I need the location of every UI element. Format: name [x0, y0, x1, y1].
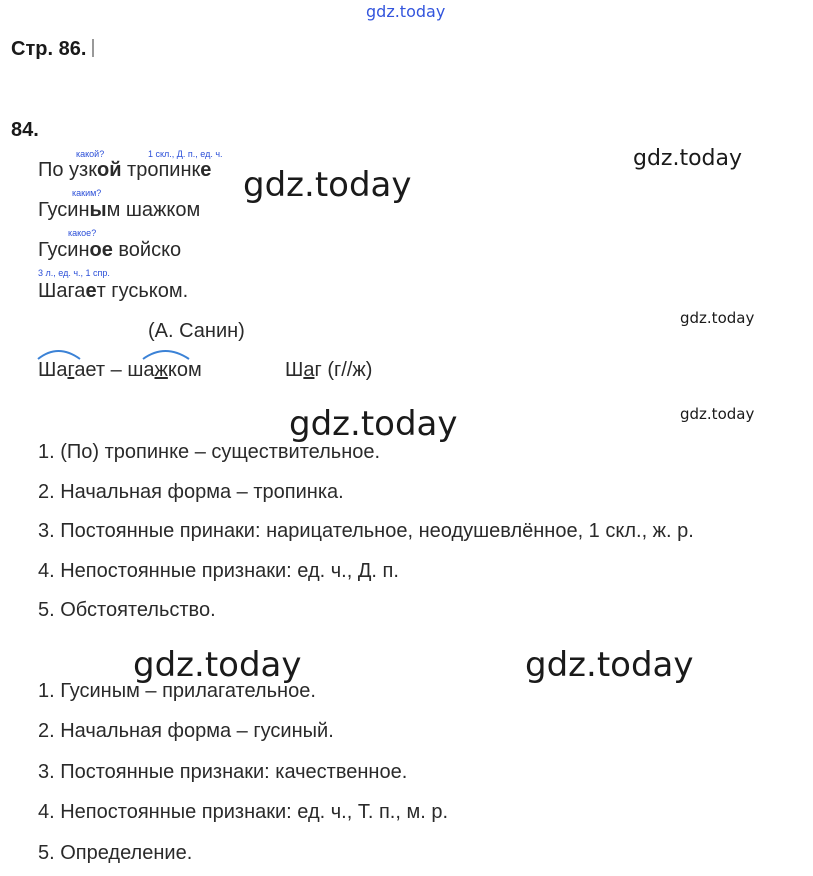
analysis1-item: 2. Начальная форма – тропинка.	[38, 481, 344, 503]
watermark: gdz.today	[633, 146, 743, 171]
question-note: какое?	[68, 228, 97, 238]
root-alternation: Шаг (г//ж)	[285, 359, 373, 381]
watermark: gdz.today	[133, 645, 302, 685]
analysis1-item: 3. Постоянные принаки: нарицательное, неодушевлённое, 1 скл., ж. р.	[38, 520, 694, 542]
analysis2-item: 3. Постоянные признаки: качественное.	[38, 761, 408, 783]
analysis2-item: 4. Непостоянные признаки: ед. ч., Т. п., м. р.	[38, 801, 448, 823]
analysis1-item: 4. Непостоянные признаки: ед. ч., Д. п.	[38, 560, 399, 582]
analysis1-item: 1. (По) тропинке – существительное.	[38, 441, 381, 463]
watermark-top: gdz.today	[366, 2, 446, 21]
poem-line-3: Гусиное войско	[38, 239, 182, 261]
watermark: gdz.today	[243, 165, 412, 205]
watermark: gdz.today	[680, 405, 755, 423]
case-note: 1 скл., Д. п., ед. ч.	[148, 149, 223, 159]
watermark: gdz.today	[680, 309, 755, 327]
word-formation-line: Шагает – шажком	[38, 359, 202, 381]
poem-line-4: Шагает гуськом.	[38, 280, 189, 302]
watermark: gdz.today	[289, 404, 458, 444]
analysis2-item: 5. Определение.	[38, 842, 193, 864]
text-cursor	[92, 39, 94, 57]
poem-line-2: Гусиным шажком	[38, 199, 201, 221]
analysis2-item: 2. Начальная форма – гусиный.	[38, 720, 334, 742]
analysis2-item: 1. Гусиным – прилагательное.	[38, 680, 316, 702]
poem-line-1: По узкой тропинке	[38, 159, 212, 181]
exercise-number: 84.	[11, 119, 39, 141]
question-note: каким?	[72, 188, 102, 198]
page-number: Стр. 86.	[11, 38, 87, 60]
verb-note: 3 л., ед. ч., 1 спр.	[38, 268, 110, 278]
poem-author: (А. Санин)	[148, 320, 245, 342]
page-heading	[11, 38, 94, 61]
analysis1-item: 5. Обстоятельство.	[38, 599, 216, 621]
question-note: какой?	[76, 149, 105, 159]
watermark: gdz.today	[525, 645, 694, 685]
